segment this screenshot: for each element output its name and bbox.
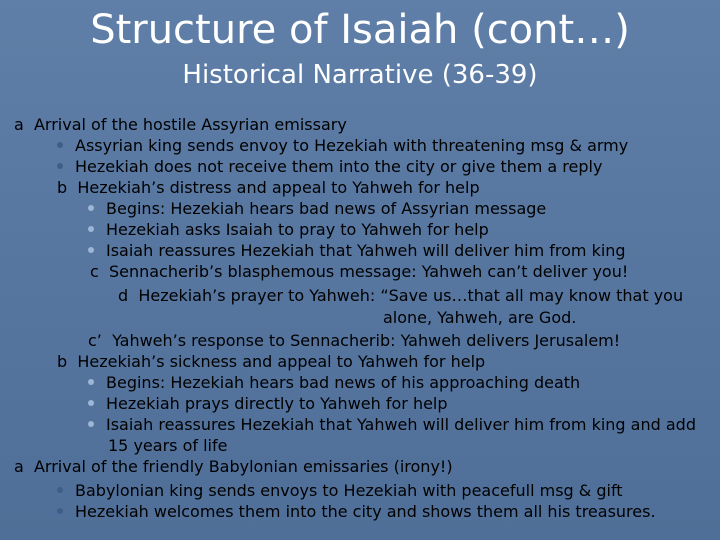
outline-line	[88, 372, 580, 393]
outline-text: Sennacherib’s blasphemous message: Yahweh can’t deliver you!	[108, 262, 629, 281]
outline-text: Hezekiah’s sickness and appeal to Yahweh for help	[77, 352, 486, 371]
outline-line	[57, 156, 602, 177]
outline-text: Isaiah reassures Hezekiah that Yahweh will deliver him from king and add	[106, 415, 696, 434]
outline-text: Assyrian king sends envoy to Hezekiah with threatening msg & army	[75, 136, 629, 155]
outline-line	[88, 393, 448, 414]
bullet-icon	[88, 226, 94, 232]
bullet-icon	[57, 487, 63, 493]
outline-letter: b	[57, 352, 68, 371]
bullet-icon	[57, 508, 63, 514]
outline-line	[88, 240, 626, 261]
outline-text: Begins: Hezekiah hears bad news of Assyrian message	[106, 199, 547, 218]
outline-letter: b	[57, 178, 68, 197]
outline-text: Hezekiah’s prayer to Yahweh: “Save us…that all may know that you	[138, 286, 684, 305]
outline-text: Hezekiah asks Isaiah to pray to Yahweh for help	[106, 220, 489, 239]
outline-text: alone, Yahweh, are God.	[383, 308, 577, 327]
bullet-icon	[88, 247, 94, 253]
outline-text: Hezekiah does not receive them into the city or give them a reply	[75, 157, 603, 176]
outline-text: Hezekiah’s distress and appeal to Yahweh for help	[77, 178, 480, 197]
outline-line	[88, 219, 489, 240]
bullet-icon	[88, 379, 94, 385]
outline-text: Arrival of the friendly Babylonian emissaries (irony!)	[33, 457, 453, 476]
outline-letter: a	[14, 457, 24, 476]
outline-line	[57, 177, 480, 198]
outline-text: Babylonian king sends envoys to Hezekiah with peacefull msg & gift	[75, 481, 623, 500]
outline-line	[57, 480, 623, 501]
outline-line	[14, 114, 347, 135]
bullet-icon	[88, 205, 94, 211]
outline-line	[57, 135, 628, 156]
bullet-icon	[57, 163, 63, 169]
outline-text: 15 years of life	[108, 436, 228, 455]
outline-line	[88, 330, 620, 351]
outline-text: Isaiah reassures Hezekiah that Yahweh will deliver him from king	[106, 241, 626, 260]
outline-text: Begins: Hezekiah hears bad news of his approaching death	[106, 373, 581, 392]
outline-text: Arrival of the hostile Assyrian emissary	[33, 115, 347, 134]
outline-letter: d	[118, 286, 129, 305]
outline-line	[57, 351, 485, 372]
outline-text: Hezekiah welcomes them into the city and shows them all his treasures.	[75, 502, 656, 521]
outline-text: Hezekiah prays directly to Yahweh for help	[106, 394, 448, 413]
outline-line	[88, 198, 546, 219]
outline-line	[57, 501, 656, 522]
outline-line	[90, 261, 628, 282]
outline-text: Yahweh’s response to Sennacherib: Yahweh delivers Jerusalem!	[112, 331, 621, 350]
outline-letter: a	[14, 115, 24, 134]
outline-line	[383, 307, 576, 328]
bullet-icon	[57, 142, 63, 148]
slide-subtitle: Historical Narrative (36-39)	[182, 60, 538, 90]
bullet-icon	[88, 400, 94, 406]
outline-letter: c	[90, 262, 99, 281]
outline-line	[14, 456, 453, 477]
outline-line	[108, 435, 227, 456]
outline-line	[88, 414, 696, 435]
outline-letter: c’	[88, 331, 102, 350]
outline-line	[118, 285, 683, 306]
bullet-icon	[88, 421, 94, 427]
slide-title: Structure of Isaiah (cont…)	[90, 7, 630, 53]
